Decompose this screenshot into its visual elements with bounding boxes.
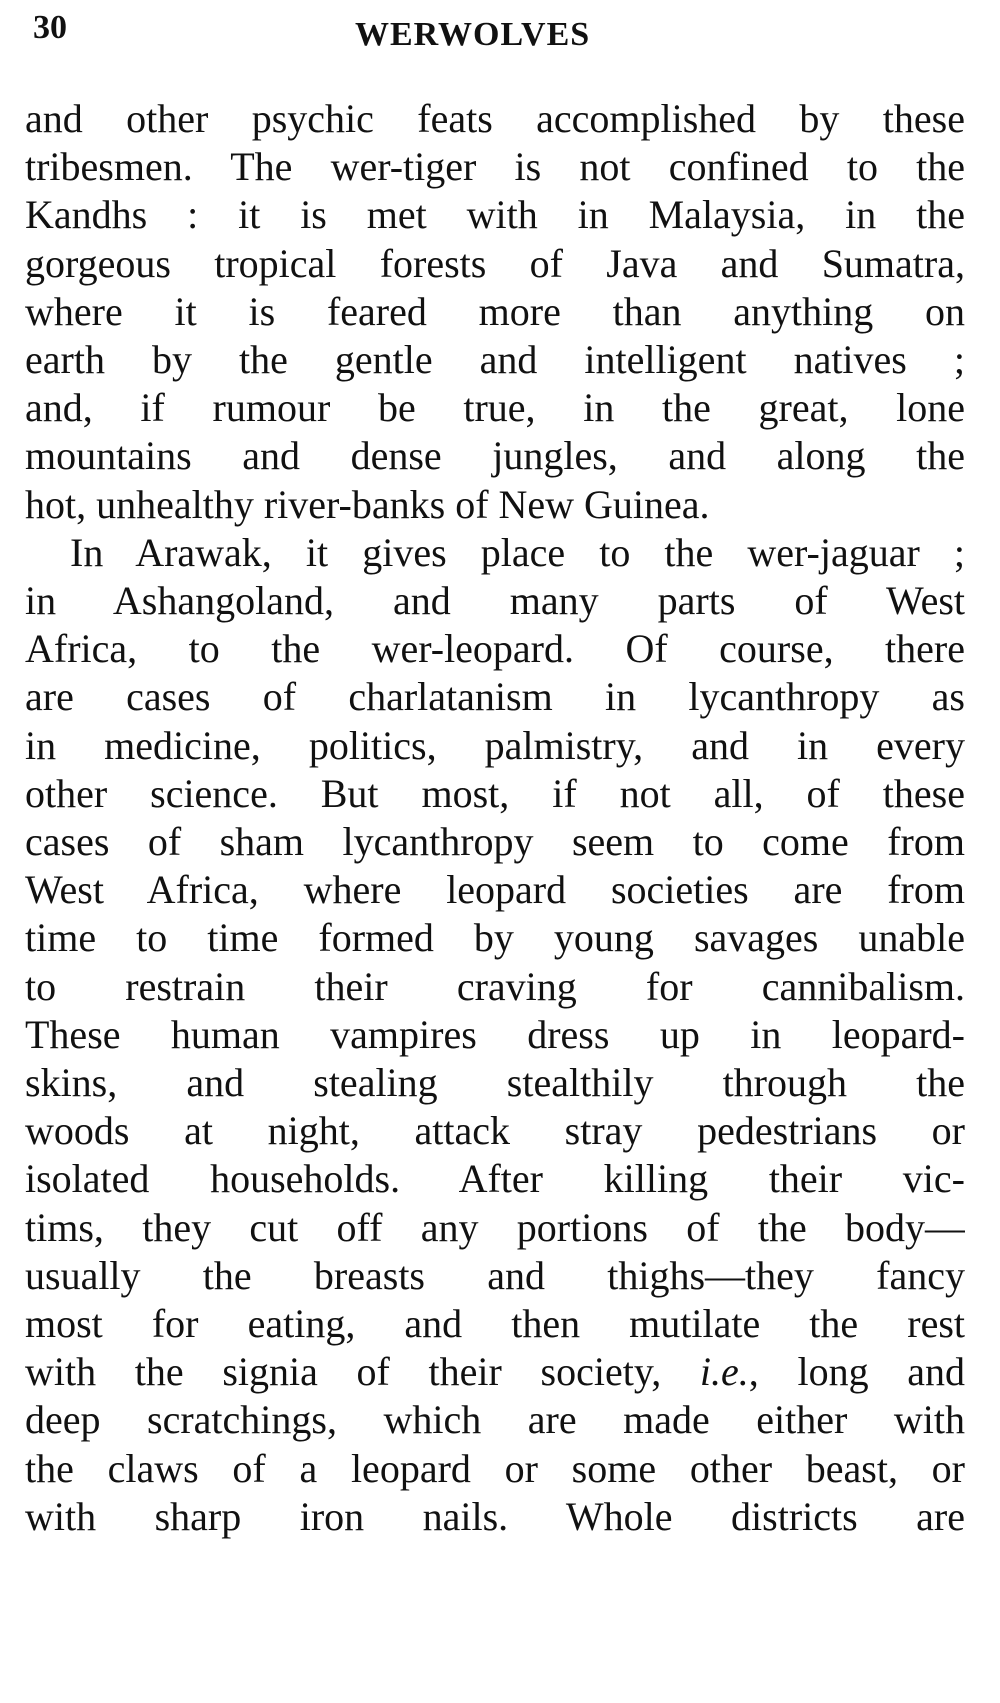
text-line: in medicine, politics, palmistry, and in every [25, 722, 965, 768]
running-head: WERWOLVES [355, 16, 591, 53]
text-line: time to time formed by young savages unable [25, 915, 965, 961]
paragraph-1 [25, 95, 965, 529]
text-line: to restrain their craving for cannibalism. [25, 963, 965, 1009]
page-number: 30 [33, 9, 67, 46]
text-line: are cases of charlatanism in lycanthropy as [25, 674, 965, 720]
paragraph-2 [25, 529, 965, 1541]
text-line: and other psychic feats accomplished by these [25, 96, 965, 141]
text-line: cases of sham lycanthropy seem to come from [25, 819, 965, 865]
page-header [0, 0, 1000, 90]
italic-abbreviation: i.e. [699, 1349, 749, 1395]
text-line: deep scratchings, which are made either with [25, 1397, 965, 1443]
text-line: and, if rumour be true, in the great, lone [25, 385, 965, 431]
text-line: skins, and stealing stealthily through the [25, 1060, 965, 1106]
text-line: West Africa, where leopard societies are from [25, 867, 965, 913]
text-line: other science. But most, if not all, of these [25, 770, 965, 816]
text-line: the claws of a leopard or some other beast, or [25, 1445, 965, 1491]
text-line: These human vampires dress up in leopard- [25, 1011, 965, 1057]
text-line: earth by the gentle and intelligent natives ; [25, 337, 965, 383]
text-line: most for eating, and then mutilate the rest [25, 1301, 965, 1347]
body-text [25, 95, 965, 1541]
text-line: mountains and dense jungles, and along the [25, 433, 965, 479]
text-line: in Ashangoland, and many parts of West [25, 578, 965, 624]
text-line-with-italic [25, 1348, 965, 1396]
text-line: gorgeous tropical forests of Java and Sumatra, [25, 240, 965, 286]
text-line: Africa, to the wer-leopard. Of course, there [25, 626, 965, 672]
text-line: isolated households. After killing their vic- [25, 1156, 965, 1202]
text-line: tims, they cut off any portions of the body— [25, 1204, 965, 1250]
text-line: woods at night, attack stray pedestrians or [25, 1108, 965, 1154]
text-line: hot, unhealthy river-banks of New Guinea. [25, 481, 710, 527]
text-line: In Arawak, it gives place to the wer-jaguar ; [70, 529, 965, 575]
text-line: with sharp iron nails. Whole districts are [25, 1493, 965, 1539]
text-line: where it is feared more than anything on [25, 288, 965, 334]
text-fragment: , long and [748, 1349, 965, 1395]
text-line: Kandhs : it is met with in Malaysia, in the [25, 192, 965, 238]
text-line: usually the breasts and thighs—they fancy [25, 1252, 965, 1298]
text-fragment: with the signia of their society, [25, 1349, 700, 1395]
text-line: tribesmen. The wer-tiger is not confined to the [25, 144, 965, 190]
